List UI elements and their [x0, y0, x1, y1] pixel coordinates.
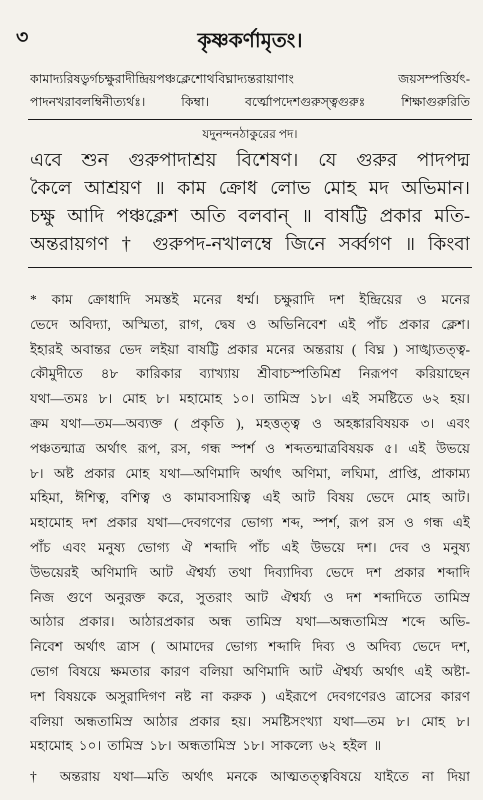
- commentary-block: [30, 288, 470, 759]
- commentary-line: ইহারই অবান্তর ভেদ লইয়া বাষট্টি প্রকার মনের অন্তরায় ( বিঘ্ন ) সাঙ্খ্যতত্ত্ব-: [30, 341, 470, 357]
- section-rule: [28, 267, 472, 268]
- commentary-line: উভয়েরই অণিমাদি আট ঐশ্বর্য্য তথা দিব্যাদিব্য ভেদে দশ প্রকার শব্দাদি: [30, 564, 470, 580]
- commentary-line: আঠার প্রকার। আঠারপ্রকার অন্ধ তামিস্র যথা—অন্ধতামিস্র শব্দে অভি-: [30, 614, 470, 630]
- footnote-block: [30, 765, 470, 789]
- verse-line: কৈলে আশ্রয়ণ ॥ কাম ক্রোধ লোভ মোহ মদ অভিমান।: [30, 179, 470, 199]
- commentary-line: মহামোহ ১০। তামিস্র ১৮। অন্ধতামিস্র ১৮। সাকল্যে ৬২ হইল ॥: [30, 738, 382, 754]
- commentary-line: নিবেশ অর্থাৎ ত্রাস ( আমাদের ভোগ্য শব্দাদি দিব্য ও অদিব্য ভেদে দশ,: [30, 639, 470, 655]
- sanskrit-gloss: [30, 68, 470, 114]
- commentary-line: পাঁচ এবং মনুষ্য ভোগ্য ঐ শব্দাদি পাঁচ এই উভয়ে দশ। দেব ও মনুষ্য: [30, 539, 470, 555]
- gloss-line: কামাদ্যরিষড্বর্গচক্ষুরাদীন্দ্রিয়পঞ্চক্লেশোথবিঘ্নাদ্যন্তরায়াণাং জয়সম্পত্তির্যৎ-: [30, 72, 470, 86]
- gloss-line: পাদনখরাবলম্বিনীত্যর্থঃ। কিম্বা। বর্ত্মোপদেশগুরুস্ত্বগুরুঃ শিক্ষাগুরুরিতি: [30, 95, 470, 109]
- section-rule: [28, 119, 472, 120]
- footnote-line: † অন্তরায় যথা—মতি অর্থাৎ মনকে আত্মতত্ত্ববিষয়ে যাইতে না দিয়া: [30, 769, 470, 784]
- commentary-line: যথা—তমঃ ৮। মোহ ৮। মহামোহ ১০। তামিস্র ১৮। এই সমষ্টিতে ৬২ হয়।: [30, 391, 470, 407]
- commentary-line: নিজ গুণে অনুরক্ত করে, সুতরাং আট ঐশ্বর্য্য ও দশ শব্দাদিতে তামিস্র: [30, 589, 470, 605]
- commentary-line: মহামোহ দশ প্রকার যথা—দেবগণের ভোগ্য শব্দ, স্পর্শ, রূপ রস ও গন্ধ এই: [30, 515, 470, 531]
- commentary-line: কৌমুদীতে ৪৮ কারিকার ব্যাখ্যায় শ্রীবাচস্পতিমিশ্র নিরূপণ করিয়াছেন: [30, 366, 470, 382]
- commentary-line: ৮। অষ্ট প্রকার মোহ যথা—অণিমাদি অর্থাৎ অণিমা, লঘিমা, প্রাপ্তি, প্রাকাম্য: [30, 465, 470, 481]
- commentary-line: * কাম ক্রোধাদি সমস্তই মনের ধর্ম্ম। চক্ষুরাদি দশ ইন্দ্রিয়ের ও মনের: [30, 292, 470, 307]
- page-title: কৃষ্ণকর্ণামৃতং।: [197, 30, 303, 52]
- verse-line: চক্ষু আদি পঞ্চক্লেশ অতি বলবান্ ॥ বাষট্টি প্রকার মতি-: [30, 207, 470, 227]
- page-number: ৩: [16, 27, 29, 48]
- commentary-line: দশ বিষয়কে অসুরাদিগণ নষ্ট না করুক ) এইরূপে দেবগণেরও ত্রাসের কারণ: [30, 688, 470, 704]
- commentary-line: ভোগ বিষয়ে ক্ষমতার কারণ বলিয়া অণিমাদি আট ঐশ্বর্য্য অর্থাৎ এই অষ্টা-: [30, 663, 470, 679]
- commentary-line: বলিয়া অন্ধতামিস্র আঠার প্রকার হয়। সমষ্টিসংখ্যা যথা—তম ৮। মোহ ৮।: [30, 713, 470, 729]
- commentary-line: পঞ্চতন্মাত্র অর্থাৎ রূপ, রস, গন্ধ স্পর্শ ও শব্দতন্মাত্রবিষয়ক ৫। এই উভয়ে: [30, 440, 470, 456]
- commentary-line: ক্রম যথা—তম—অব্যক্ত ( প্রকৃতি ), মহত্তত্ত্ব ও অহঙ্কারবিষয়ক ৩। এবং: [30, 415, 470, 431]
- commentary-line: মহিমা, ঈশিত্ব, বশিত্ব ও কামাবসায়িত্ব এই আট বিষয় ভেদে মোহ আট।: [30, 490, 470, 506]
- verse-block: [30, 147, 470, 259]
- verse-line: অন্তরায়গণ † গুরুপদ-নখালম্বে জিনে সর্ব্বগণ ॥ কিংবা: [30, 235, 470, 255]
- verse-line: এবে শুন গুরুপাদাশ্রয় বিশেষণ। যে গুরুর পাদপদ্ম: [30, 151, 470, 171]
- commentary-line: ভেদে অবিদ্যা, অস্মিতা, রাগ, দ্বেষ ও অভিনিবেশ এই পাঁচ প্রকার ক্লেশ।: [30, 316, 470, 332]
- verse-heading: যদুনন্দনঠাকুরের পদ।: [202, 127, 298, 141]
